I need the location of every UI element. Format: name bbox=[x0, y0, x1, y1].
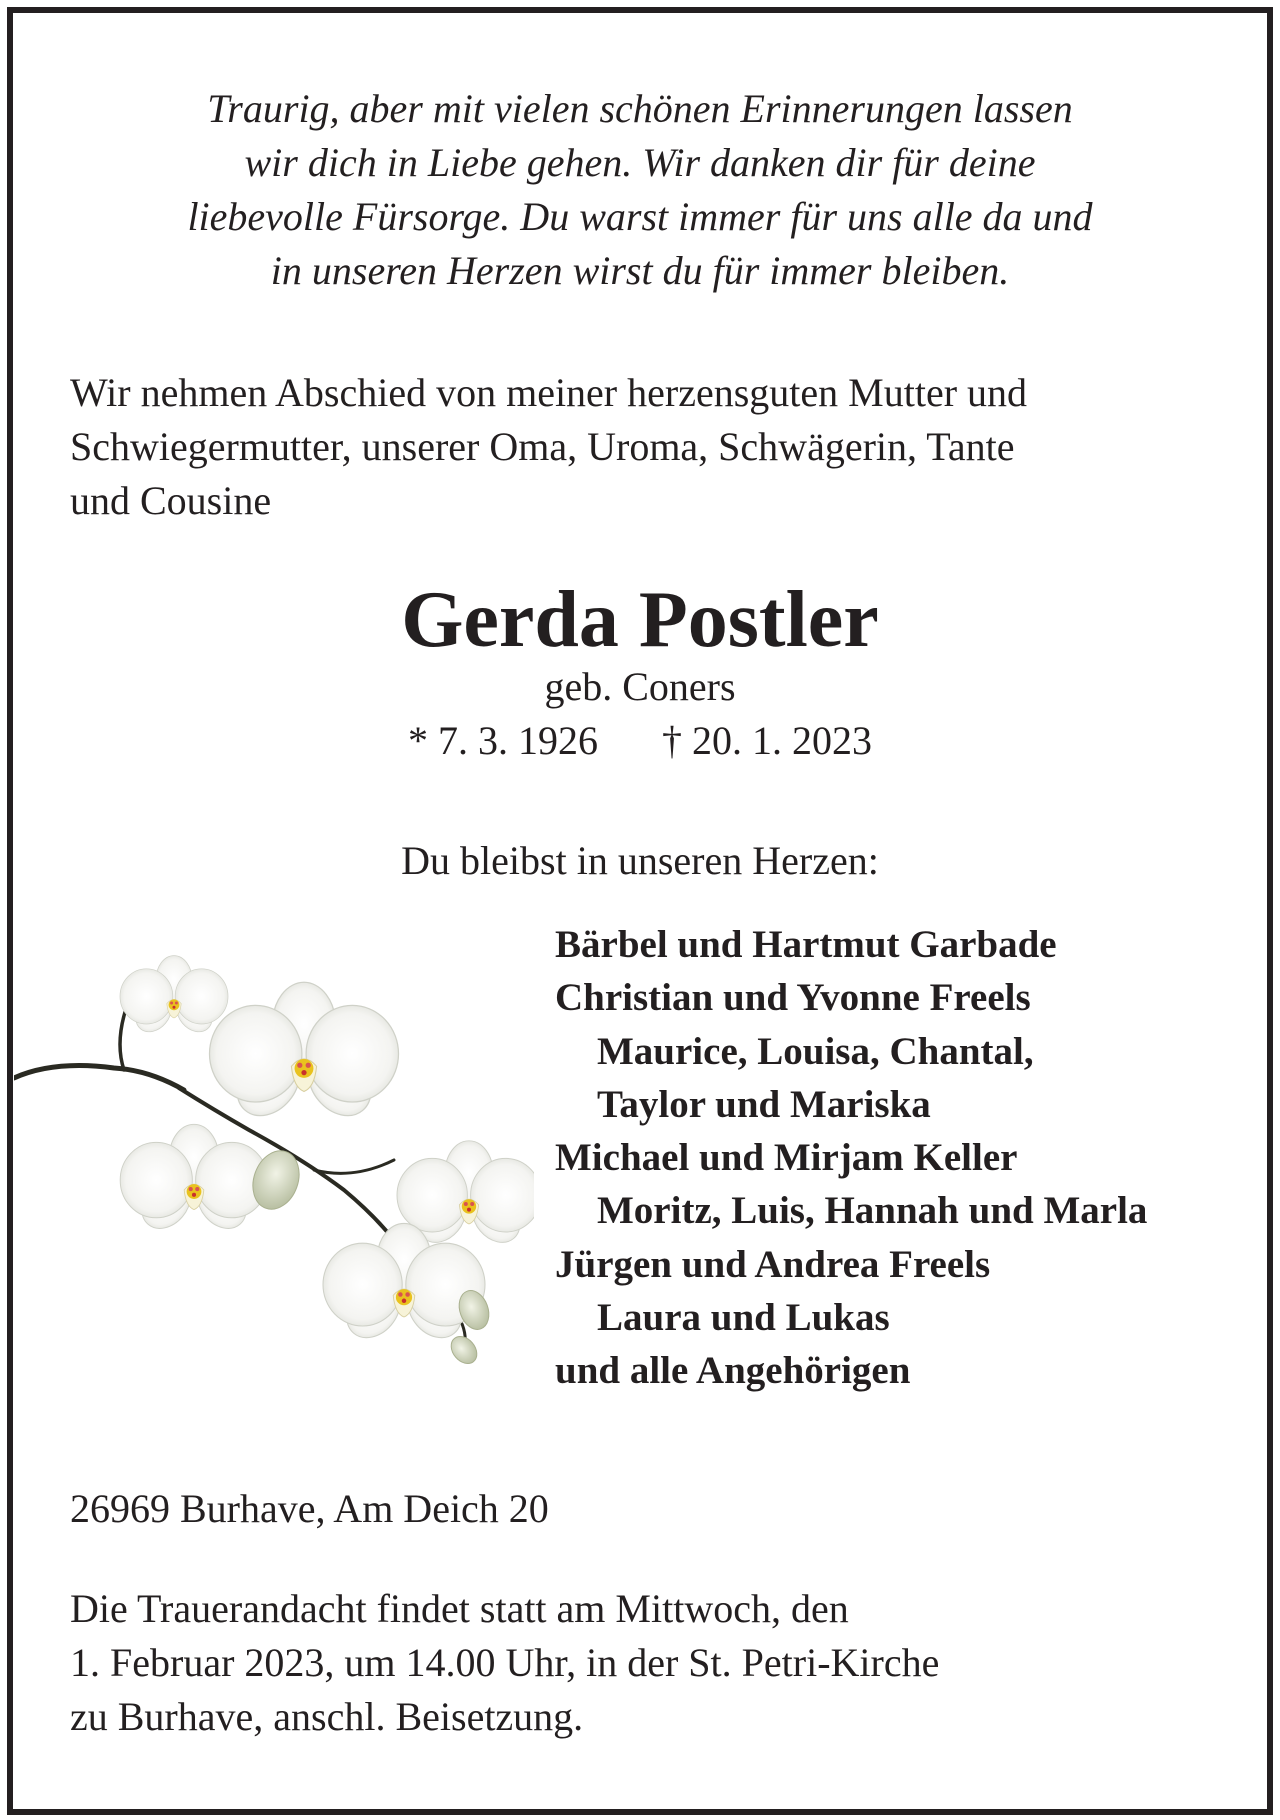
motto-line: Traurig, aber mit vielen schönen Erinnerungen lassen bbox=[207, 86, 1073, 131]
life-dates bbox=[0, 716, 1280, 766]
service-line: Die Trauerandacht findet statt am Mittwoch, den bbox=[70, 1586, 849, 1631]
family-address: 26969 Burhave, Am Deich 20 bbox=[70, 1486, 549, 1531]
service-notice bbox=[70, 1582, 939, 1744]
deceased-name: Gerda Postler bbox=[401, 576, 879, 664]
motto-line: liebevolle Fürsorge. Du warst immer für uns alle da und bbox=[187, 194, 1093, 239]
death-date: † 20. 1. 2023 bbox=[662, 718, 872, 763]
mourner-line: Maurice, Louisa, Chantal, bbox=[597, 1029, 1034, 1073]
mourners-list bbox=[555, 918, 1147, 1398]
mourner-line: Christian und Yvonne Freels bbox=[555, 976, 1031, 1020]
farewell-intro bbox=[70, 366, 1027, 528]
mourner-line: Bärbel und Hartmut Garbade bbox=[555, 923, 1057, 966]
mourner-line: Moritz, Luis, Hannah und Marla bbox=[597, 1189, 1148, 1233]
intro-line: Schwiegermutter, unserer Oma, Uroma, Schwägerin, Tante bbox=[70, 424, 1015, 469]
mourner-line: und alle Angehörigen bbox=[555, 1349, 911, 1393]
service-line: zu Burhave, anschl. Beisetzung. bbox=[70, 1694, 584, 1739]
mourner-line: Jürgen und Andrea Freels bbox=[555, 1242, 991, 1286]
intro-line: und Cousine bbox=[70, 478, 272, 523]
motto-line: wir dich in Liebe gehen. Wir danken dir für deine bbox=[244, 140, 1036, 185]
remain-line: Du bleibst in unseren Herzen: bbox=[401, 838, 879, 883]
motto-line: in unseren Herzen wirst du für immer bleiben. bbox=[270, 248, 1010, 293]
mourner-line: Michael und Mirjam Keller bbox=[555, 1136, 1018, 1180]
mourner-line: Laura und Lukas bbox=[597, 1296, 890, 1340]
service-line: 1. Februar 2023, um 14.00 Uhr, in der St. Petri-Kirche bbox=[70, 1640, 940, 1685]
motto-verse bbox=[0, 82, 1280, 298]
maiden-name: geb. Coners bbox=[544, 664, 736, 709]
intro-line: Wir nehmen Abschied von meiner herzensguten Mutter und bbox=[70, 370, 1028, 415]
birth-date: * 7. 3. 1926 bbox=[408, 718, 598, 763]
mourner-line: Taylor und Mariska bbox=[597, 1082, 931, 1126]
orchid-illustration bbox=[14, 930, 534, 1370]
